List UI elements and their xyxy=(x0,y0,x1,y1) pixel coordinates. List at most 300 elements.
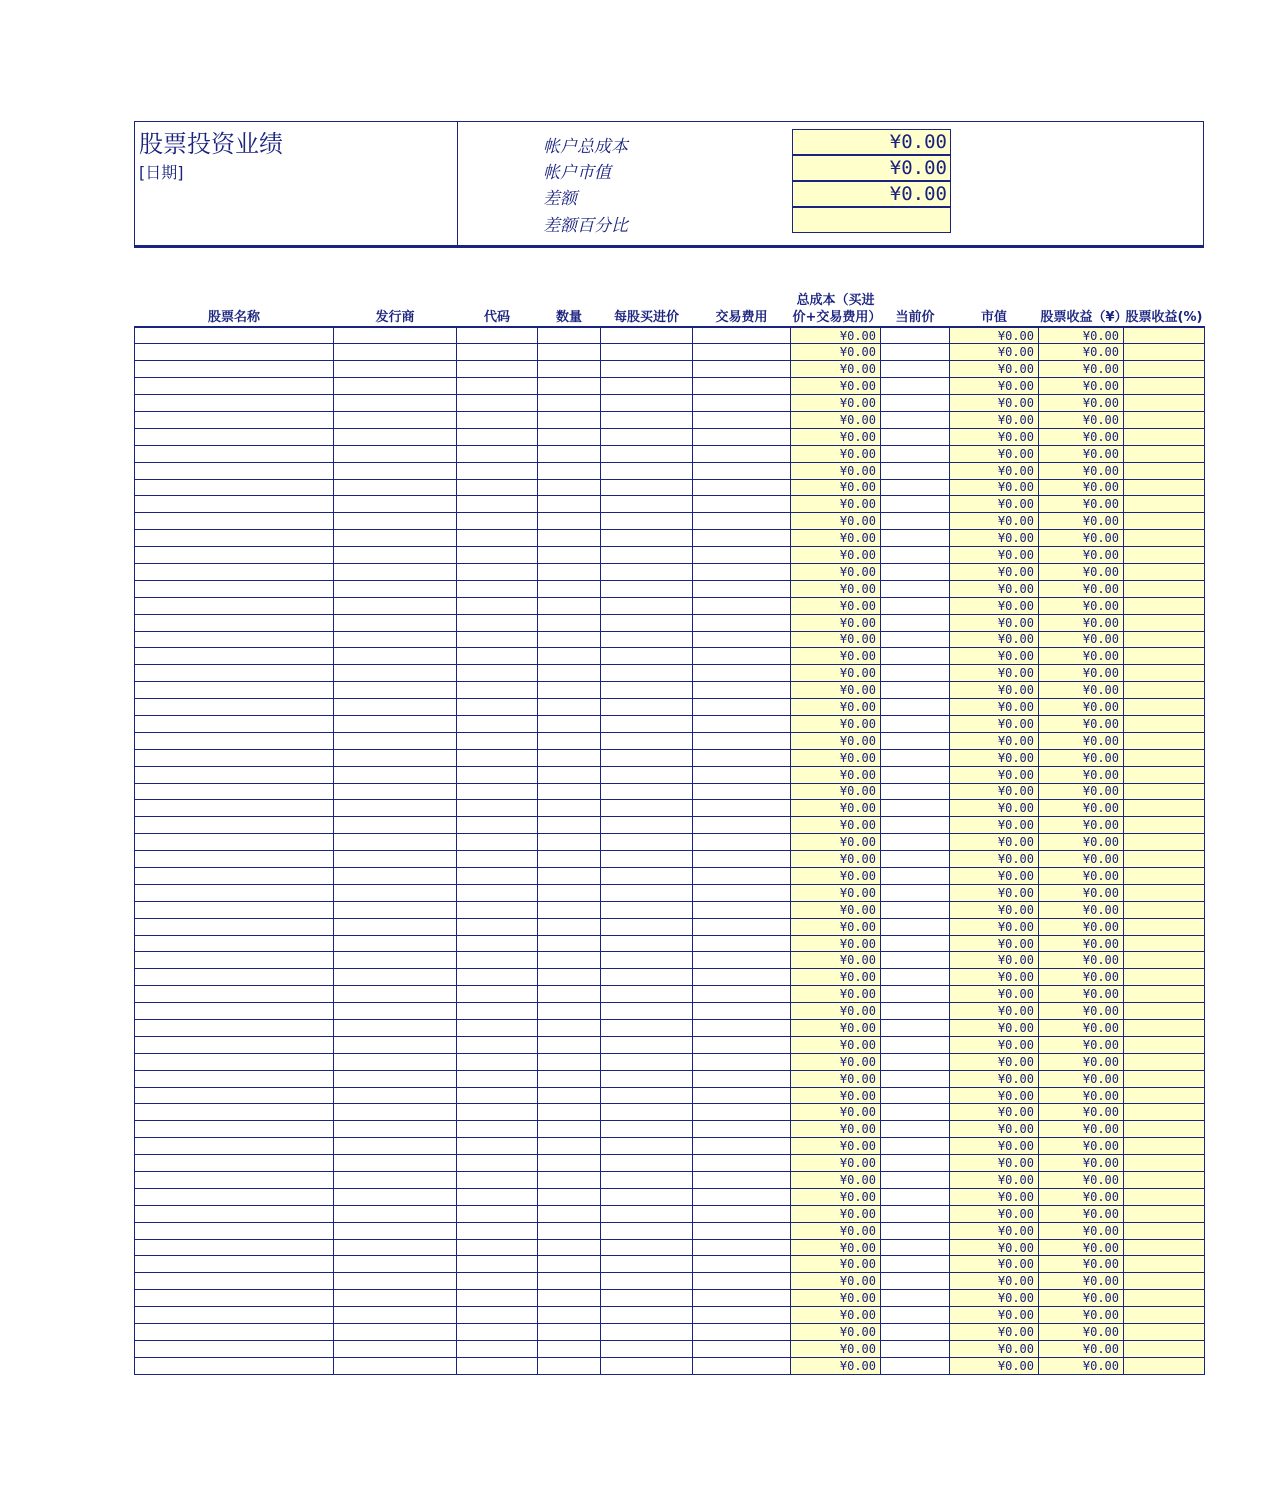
cell-total-cost[interactable]: ¥0.00 xyxy=(791,1020,881,1037)
cell-market-value[interactable]: ¥0.00 xyxy=(950,445,1039,462)
cell-quantity[interactable] xyxy=(538,1188,601,1205)
cell-gain-pct[interactable] xyxy=(1124,834,1205,851)
cell-gain-amount[interactable]: ¥0.00 xyxy=(1039,1256,1124,1273)
cell-market-value[interactable]: ¥0.00 xyxy=(950,1273,1039,1290)
cell-stock-name[interactable] xyxy=(135,445,334,462)
cell-gain-amount[interactable]: ¥0.00 xyxy=(1039,378,1124,395)
cell-symbol[interactable] xyxy=(457,462,538,479)
cell-total-cost[interactable]: ¥0.00 xyxy=(791,1155,881,1172)
cell-gain-amount[interactable]: ¥0.00 xyxy=(1039,1188,1124,1205)
cell-total-cost[interactable]: ¥0.00 xyxy=(791,1138,881,1155)
cell-stock-name[interactable] xyxy=(135,1290,334,1307)
cell-stock-name[interactable] xyxy=(135,783,334,800)
cell-buy-price[interactable] xyxy=(601,732,693,749)
cell-issuer[interactable] xyxy=(334,817,457,834)
cell-gain-pct[interactable] xyxy=(1124,530,1205,547)
cell-current-price[interactable] xyxy=(881,445,950,462)
cell-market-value[interactable]: ¥0.00 xyxy=(950,378,1039,395)
cell-quantity[interactable] xyxy=(538,378,601,395)
cell-current-price[interactable] xyxy=(881,580,950,597)
cell-gain-amount[interactable]: ¥0.00 xyxy=(1039,547,1124,564)
cell-current-price[interactable] xyxy=(881,715,950,732)
cell-fees[interactable] xyxy=(693,918,791,935)
cell-stock-name[interactable] xyxy=(135,1104,334,1121)
cell-issuer[interactable] xyxy=(334,327,457,344)
cell-gain-pct[interactable] xyxy=(1124,817,1205,834)
cell-fees[interactable] xyxy=(693,1121,791,1138)
cell-stock-name[interactable] xyxy=(135,868,334,885)
cell-issuer[interactable] xyxy=(334,682,457,699)
cell-total-cost[interactable]: ¥0.00 xyxy=(791,665,881,682)
cell-gain-pct[interactable] xyxy=(1124,1205,1205,1222)
cell-market-value[interactable]: ¥0.00 xyxy=(950,361,1039,378)
cell-gain-amount[interactable]: ¥0.00 xyxy=(1039,395,1124,412)
cell-quantity[interactable] xyxy=(538,1121,601,1138)
cell-gain-pct[interactable] xyxy=(1124,1273,1205,1290)
cell-issuer[interactable] xyxy=(334,597,457,614)
cell-buy-price[interactable] xyxy=(601,918,693,935)
cell-gain-amount[interactable]: ¥0.00 xyxy=(1039,1357,1124,1374)
cell-buy-price[interactable] xyxy=(601,1290,693,1307)
cell-gain-pct[interactable] xyxy=(1124,969,1205,986)
cell-quantity[interactable] xyxy=(538,851,601,868)
cell-symbol[interactable] xyxy=(457,1003,538,1020)
cell-issuer[interactable] xyxy=(334,1205,457,1222)
cell-symbol[interactable] xyxy=(457,327,538,344)
cell-total-cost[interactable]: ¥0.00 xyxy=(791,884,881,901)
cell-issuer[interactable] xyxy=(334,1104,457,1121)
cell-total-cost[interactable]: ¥0.00 xyxy=(791,563,881,580)
cell-symbol[interactable] xyxy=(457,1172,538,1189)
cell-quantity[interactable] xyxy=(538,1155,601,1172)
cell-total-cost[interactable]: ¥0.00 xyxy=(791,1357,881,1374)
cell-quantity[interactable] xyxy=(538,1222,601,1239)
cell-stock-name[interactable] xyxy=(135,1340,334,1357)
cell-buy-price[interactable] xyxy=(601,1121,693,1138)
cell-symbol[interactable] xyxy=(457,1070,538,1087)
cell-gain-amount[interactable]: ¥0.00 xyxy=(1039,918,1124,935)
cell-gain-pct[interactable] xyxy=(1124,614,1205,631)
cell-symbol[interactable] xyxy=(457,378,538,395)
cell-gain-amount[interactable]: ¥0.00 xyxy=(1039,479,1124,496)
cell-fees[interactable] xyxy=(693,479,791,496)
cell-current-price[interactable] xyxy=(881,1155,950,1172)
cell-stock-name[interactable] xyxy=(135,952,334,969)
cell-gain-pct[interactable] xyxy=(1124,884,1205,901)
cell-total-cost[interactable]: ¥0.00 xyxy=(791,935,881,952)
cell-stock-name[interactable] xyxy=(135,327,334,344)
cell-gain-pct[interactable] xyxy=(1124,597,1205,614)
cell-total-cost[interactable]: ¥0.00 xyxy=(791,378,881,395)
cell-gain-pct[interactable] xyxy=(1124,1188,1205,1205)
cell-quantity[interactable] xyxy=(538,1290,601,1307)
cell-total-cost[interactable]: ¥0.00 xyxy=(791,1290,881,1307)
cell-fees[interactable] xyxy=(693,1138,791,1155)
cell-quantity[interactable] xyxy=(538,1239,601,1256)
cell-issuer[interactable] xyxy=(334,800,457,817)
cell-gain-pct[interactable] xyxy=(1124,1087,1205,1104)
cell-issuer[interactable] xyxy=(334,1239,457,1256)
cell-total-cost[interactable]: ¥0.00 xyxy=(791,1222,881,1239)
cell-market-value[interactable]: ¥0.00 xyxy=(950,665,1039,682)
cell-symbol[interactable] xyxy=(457,428,538,445)
cell-gain-amount[interactable]: ¥0.00 xyxy=(1039,1121,1124,1138)
cell-total-cost[interactable]: ¥0.00 xyxy=(791,817,881,834)
cell-buy-price[interactable] xyxy=(601,563,693,580)
cell-current-price[interactable] xyxy=(881,361,950,378)
cell-current-price[interactable] xyxy=(881,614,950,631)
cell-fees[interactable] xyxy=(693,969,791,986)
cell-quantity[interactable] xyxy=(538,1003,601,1020)
cell-issuer[interactable] xyxy=(334,614,457,631)
cell-gain-amount[interactable]: ¥0.00 xyxy=(1039,580,1124,597)
cell-issuer[interactable] xyxy=(334,1290,457,1307)
cell-market-value[interactable]: ¥0.00 xyxy=(950,1172,1039,1189)
cell-buy-price[interactable] xyxy=(601,952,693,969)
cell-current-price[interactable] xyxy=(881,834,950,851)
cell-buy-price[interactable] xyxy=(601,580,693,597)
cell-total-cost[interactable]: ¥0.00 xyxy=(791,1324,881,1341)
cell-market-value[interactable]: ¥0.00 xyxy=(950,986,1039,1003)
cell-total-cost[interactable]: ¥0.00 xyxy=(791,800,881,817)
cell-fees[interactable] xyxy=(693,1256,791,1273)
cell-buy-price[interactable] xyxy=(601,986,693,1003)
cell-buy-price[interactable] xyxy=(601,631,693,648)
cell-total-cost[interactable]: ¥0.00 xyxy=(791,496,881,513)
cell-market-value[interactable]: ¥0.00 xyxy=(950,1138,1039,1155)
cell-total-cost[interactable]: ¥0.00 xyxy=(791,1053,881,1070)
cell-stock-name[interactable] xyxy=(135,1324,334,1341)
cell-issuer[interactable] xyxy=(334,1138,457,1155)
cell-quantity[interactable] xyxy=(538,1172,601,1189)
cell-total-cost[interactable]: ¥0.00 xyxy=(791,699,881,716)
cell-current-price[interactable] xyxy=(881,1003,950,1020)
cell-total-cost[interactable]: ¥0.00 xyxy=(791,513,881,530)
cell-issuer[interactable] xyxy=(334,851,457,868)
cell-market-value[interactable]: ¥0.00 xyxy=(950,1020,1039,1037)
cell-issuer[interactable] xyxy=(334,361,457,378)
cell-gain-amount[interactable]: ¥0.00 xyxy=(1039,1273,1124,1290)
cell-stock-name[interactable] xyxy=(135,580,334,597)
cell-gain-amount[interactable]: ¥0.00 xyxy=(1039,1138,1124,1155)
cell-symbol[interactable] xyxy=(457,783,538,800)
cell-symbol[interactable] xyxy=(457,1307,538,1324)
cell-gain-amount[interactable]: ¥0.00 xyxy=(1039,327,1124,344)
cell-symbol[interactable] xyxy=(457,395,538,412)
cell-stock-name[interactable] xyxy=(135,1053,334,1070)
cell-buy-price[interactable] xyxy=(601,395,693,412)
cell-stock-name[interactable] xyxy=(135,648,334,665)
cell-current-price[interactable] xyxy=(881,1239,950,1256)
cell-total-cost[interactable]: ¥0.00 xyxy=(791,327,881,344)
cell-buy-price[interactable] xyxy=(601,513,693,530)
cell-quantity[interactable] xyxy=(538,1324,601,1341)
cell-stock-name[interactable] xyxy=(135,1070,334,1087)
cell-issuer[interactable] xyxy=(334,749,457,766)
cell-symbol[interactable] xyxy=(457,1324,538,1341)
cell-current-price[interactable] xyxy=(881,1256,950,1273)
cell-market-value[interactable]: ¥0.00 xyxy=(950,868,1039,885)
cell-symbol[interactable] xyxy=(457,614,538,631)
cell-buy-price[interactable] xyxy=(601,1070,693,1087)
cell-gain-amount[interactable]: ¥0.00 xyxy=(1039,361,1124,378)
cell-symbol[interactable] xyxy=(457,1053,538,1070)
cell-buy-price[interactable] xyxy=(601,783,693,800)
cell-total-cost[interactable]: ¥0.00 xyxy=(791,766,881,783)
cell-gain-amount[interactable]: ¥0.00 xyxy=(1039,699,1124,716)
cell-market-value[interactable]: ¥0.00 xyxy=(950,715,1039,732)
cell-buy-price[interactable] xyxy=(601,817,693,834)
cell-symbol[interactable] xyxy=(457,445,538,462)
cell-current-price[interactable] xyxy=(881,327,950,344)
cell-symbol[interactable] xyxy=(457,547,538,564)
cell-current-price[interactable] xyxy=(881,665,950,682)
cell-symbol[interactable] xyxy=(457,1121,538,1138)
cell-quantity[interactable] xyxy=(538,361,601,378)
cell-total-cost[interactable]: ¥0.00 xyxy=(791,851,881,868)
cell-gain-amount[interactable]: ¥0.00 xyxy=(1039,834,1124,851)
cell-quantity[interactable] xyxy=(538,1256,601,1273)
cell-buy-price[interactable] xyxy=(601,1087,693,1104)
cell-gain-pct[interactable] xyxy=(1124,901,1205,918)
cell-symbol[interactable] xyxy=(457,1138,538,1155)
cell-gain-pct[interactable] xyxy=(1124,732,1205,749)
cell-buy-price[interactable] xyxy=(601,715,693,732)
cell-gain-pct[interactable] xyxy=(1124,851,1205,868)
cell-stock-name[interactable] xyxy=(135,563,334,580)
cell-stock-name[interactable] xyxy=(135,496,334,513)
cell-total-cost[interactable]: ¥0.00 xyxy=(791,1307,881,1324)
cell-stock-name[interactable] xyxy=(135,1172,334,1189)
cell-total-cost[interactable]: ¥0.00 xyxy=(791,834,881,851)
cell-market-value[interactable]: ¥0.00 xyxy=(950,766,1039,783)
cell-market-value[interactable]: ¥0.00 xyxy=(950,1188,1039,1205)
cell-quantity[interactable] xyxy=(538,884,601,901)
cell-stock-name[interactable] xyxy=(135,597,334,614)
cell-current-price[interactable] xyxy=(881,783,950,800)
cell-stock-name[interactable] xyxy=(135,1155,334,1172)
cell-symbol[interactable] xyxy=(457,1036,538,1053)
cell-quantity[interactable] xyxy=(538,1205,601,1222)
cell-stock-name[interactable] xyxy=(135,1036,334,1053)
cell-gain-amount[interactable]: ¥0.00 xyxy=(1039,901,1124,918)
cell-quantity[interactable] xyxy=(538,800,601,817)
cell-quantity[interactable] xyxy=(538,428,601,445)
cell-gain-amount[interactable]: ¥0.00 xyxy=(1039,496,1124,513)
cell-symbol[interactable] xyxy=(457,1087,538,1104)
cell-quantity[interactable] xyxy=(538,411,601,428)
cell-quantity[interactable] xyxy=(538,1307,601,1324)
cell-issuer[interactable] xyxy=(334,699,457,716)
cell-quantity[interactable] xyxy=(538,749,601,766)
cell-symbol[interactable] xyxy=(457,986,538,1003)
cell-gain-amount[interactable]: ¥0.00 xyxy=(1039,1172,1124,1189)
cell-total-cost[interactable]: ¥0.00 xyxy=(791,547,881,564)
cell-total-cost[interactable]: ¥0.00 xyxy=(791,1273,881,1290)
cell-symbol[interactable] xyxy=(457,766,538,783)
cell-stock-name[interactable] xyxy=(135,935,334,952)
cell-gain-amount[interactable]: ¥0.00 xyxy=(1039,1155,1124,1172)
cell-quantity[interactable] xyxy=(538,665,601,682)
cell-fees[interactable] xyxy=(693,800,791,817)
cell-issuer[interactable] xyxy=(334,411,457,428)
cell-stock-name[interactable] xyxy=(135,1357,334,1374)
cell-buy-price[interactable] xyxy=(601,665,693,682)
cell-issuer[interactable] xyxy=(334,901,457,918)
cell-symbol[interactable] xyxy=(457,1155,538,1172)
cell-fees[interactable] xyxy=(693,952,791,969)
cell-symbol[interactable] xyxy=(457,935,538,952)
cell-buy-price[interactable] xyxy=(601,766,693,783)
cell-quantity[interactable] xyxy=(538,699,601,716)
cell-market-value[interactable]: ¥0.00 xyxy=(950,969,1039,986)
cell-symbol[interactable] xyxy=(457,699,538,716)
cell-buy-price[interactable] xyxy=(601,597,693,614)
cell-symbol[interactable] xyxy=(457,969,538,986)
cell-quantity[interactable] xyxy=(538,344,601,361)
cell-gain-amount[interactable]: ¥0.00 xyxy=(1039,1239,1124,1256)
cell-issuer[interactable] xyxy=(334,1121,457,1138)
cell-market-value[interactable]: ¥0.00 xyxy=(950,1256,1039,1273)
cell-market-value[interactable]: ¥0.00 xyxy=(950,1340,1039,1357)
cell-total-cost[interactable]: ¥0.00 xyxy=(791,1239,881,1256)
cell-gain-pct[interactable] xyxy=(1124,749,1205,766)
cell-stock-name[interactable] xyxy=(135,1188,334,1205)
cell-fees[interactable] xyxy=(693,597,791,614)
cell-gain-pct[interactable] xyxy=(1124,428,1205,445)
cell-gain-pct[interactable] xyxy=(1124,479,1205,496)
cell-gain-pct[interactable] xyxy=(1124,1357,1205,1374)
cell-quantity[interactable] xyxy=(538,1070,601,1087)
cell-gain-pct[interactable] xyxy=(1124,327,1205,344)
cell-market-value[interactable]: ¥0.00 xyxy=(950,1239,1039,1256)
cell-current-price[interactable] xyxy=(881,732,950,749)
cell-current-price[interactable] xyxy=(881,1138,950,1155)
cell-current-price[interactable] xyxy=(881,1273,950,1290)
cell-issuer[interactable] xyxy=(334,1324,457,1341)
cell-stock-name[interactable] xyxy=(135,395,334,412)
cell-market-value[interactable]: ¥0.00 xyxy=(950,631,1039,648)
cell-current-price[interactable] xyxy=(881,395,950,412)
cell-symbol[interactable] xyxy=(457,901,538,918)
cell-total-cost[interactable]: ¥0.00 xyxy=(791,411,881,428)
cell-fees[interactable] xyxy=(693,648,791,665)
cell-quantity[interactable] xyxy=(538,901,601,918)
cell-fees[interactable] xyxy=(693,411,791,428)
cell-market-value[interactable]: ¥0.00 xyxy=(950,884,1039,901)
cell-fees[interactable] xyxy=(693,715,791,732)
cell-symbol[interactable] xyxy=(457,1020,538,1037)
cell-issuer[interactable] xyxy=(334,715,457,732)
cell-market-value[interactable]: ¥0.00 xyxy=(950,1036,1039,1053)
cell-total-cost[interactable]: ¥0.00 xyxy=(791,1070,881,1087)
cell-quantity[interactable] xyxy=(538,530,601,547)
cell-market-value[interactable]: ¥0.00 xyxy=(950,1070,1039,1087)
cell-quantity[interactable] xyxy=(538,918,601,935)
cell-quantity[interactable] xyxy=(538,766,601,783)
cell-fees[interactable] xyxy=(693,884,791,901)
cell-market-value[interactable]: ¥0.00 xyxy=(950,1324,1039,1341)
cell-stock-name[interactable] xyxy=(135,699,334,716)
cell-current-price[interactable] xyxy=(881,530,950,547)
cell-buy-price[interactable] xyxy=(601,901,693,918)
cell-stock-name[interactable] xyxy=(135,614,334,631)
cell-current-price[interactable] xyxy=(881,597,950,614)
cell-stock-name[interactable] xyxy=(135,834,334,851)
cell-fees[interactable] xyxy=(693,395,791,412)
cell-issuer[interactable] xyxy=(334,884,457,901)
cell-fees[interactable] xyxy=(693,1070,791,1087)
cell-fees[interactable] xyxy=(693,682,791,699)
cell-issuer[interactable] xyxy=(334,986,457,1003)
cell-current-price[interactable] xyxy=(881,411,950,428)
cell-symbol[interactable] xyxy=(457,411,538,428)
cell-buy-price[interactable] xyxy=(601,614,693,631)
cell-buy-price[interactable] xyxy=(601,1036,693,1053)
cell-symbol[interactable] xyxy=(457,749,538,766)
cell-quantity[interactable] xyxy=(538,1087,601,1104)
cell-stock-name[interactable] xyxy=(135,361,334,378)
cell-gain-pct[interactable] xyxy=(1124,715,1205,732)
cell-current-price[interactable] xyxy=(881,428,950,445)
cell-symbol[interactable] xyxy=(457,918,538,935)
cell-gain-pct[interactable] xyxy=(1124,344,1205,361)
cell-total-cost[interactable]: ¥0.00 xyxy=(791,580,881,597)
cell-stock-name[interactable] xyxy=(135,715,334,732)
cell-total-cost[interactable]: ¥0.00 xyxy=(791,901,881,918)
total-cost-value[interactable]: ¥0.00 xyxy=(792,129,951,155)
cell-current-price[interactable] xyxy=(881,1324,950,1341)
cell-issuer[interactable] xyxy=(334,530,457,547)
cell-gain-pct[interactable] xyxy=(1124,986,1205,1003)
cell-total-cost[interactable]: ¥0.00 xyxy=(791,868,881,885)
cell-current-price[interactable] xyxy=(881,699,950,716)
cell-current-price[interactable] xyxy=(881,986,950,1003)
cell-symbol[interactable] xyxy=(457,817,538,834)
cell-gain-amount[interactable]: ¥0.00 xyxy=(1039,1205,1124,1222)
cell-buy-price[interactable] xyxy=(601,868,693,885)
cell-fees[interactable] xyxy=(693,851,791,868)
cell-symbol[interactable] xyxy=(457,648,538,665)
cell-buy-price[interactable] xyxy=(601,1239,693,1256)
cell-market-value[interactable]: ¥0.00 xyxy=(950,817,1039,834)
cell-fees[interactable] xyxy=(693,563,791,580)
cell-issuer[interactable] xyxy=(334,834,457,851)
cell-current-price[interactable] xyxy=(881,462,950,479)
cell-market-value[interactable]: ¥0.00 xyxy=(950,530,1039,547)
cell-symbol[interactable] xyxy=(457,1188,538,1205)
cell-buy-price[interactable] xyxy=(601,428,693,445)
cell-stock-name[interactable] xyxy=(135,749,334,766)
cell-gain-pct[interactable] xyxy=(1124,1155,1205,1172)
cell-total-cost[interactable]: ¥0.00 xyxy=(791,1036,881,1053)
cell-quantity[interactable] xyxy=(538,462,601,479)
cell-fees[interactable] xyxy=(693,1155,791,1172)
cell-total-cost[interactable]: ¥0.00 xyxy=(791,648,881,665)
cell-quantity[interactable] xyxy=(538,715,601,732)
cell-gain-amount[interactable]: ¥0.00 xyxy=(1039,445,1124,462)
cell-current-price[interactable] xyxy=(881,1290,950,1307)
cell-issuer[interactable] xyxy=(334,1070,457,1087)
cell-total-cost[interactable]: ¥0.00 xyxy=(791,918,881,935)
cell-symbol[interactable] xyxy=(457,1239,538,1256)
cell-issuer[interactable] xyxy=(334,868,457,885)
cell-fees[interactable] xyxy=(693,766,791,783)
cell-total-cost[interactable]: ¥0.00 xyxy=(791,530,881,547)
cell-gain-pct[interactable] xyxy=(1124,1020,1205,1037)
cell-buy-price[interactable] xyxy=(601,1357,693,1374)
cell-market-value[interactable]: ¥0.00 xyxy=(950,1121,1039,1138)
